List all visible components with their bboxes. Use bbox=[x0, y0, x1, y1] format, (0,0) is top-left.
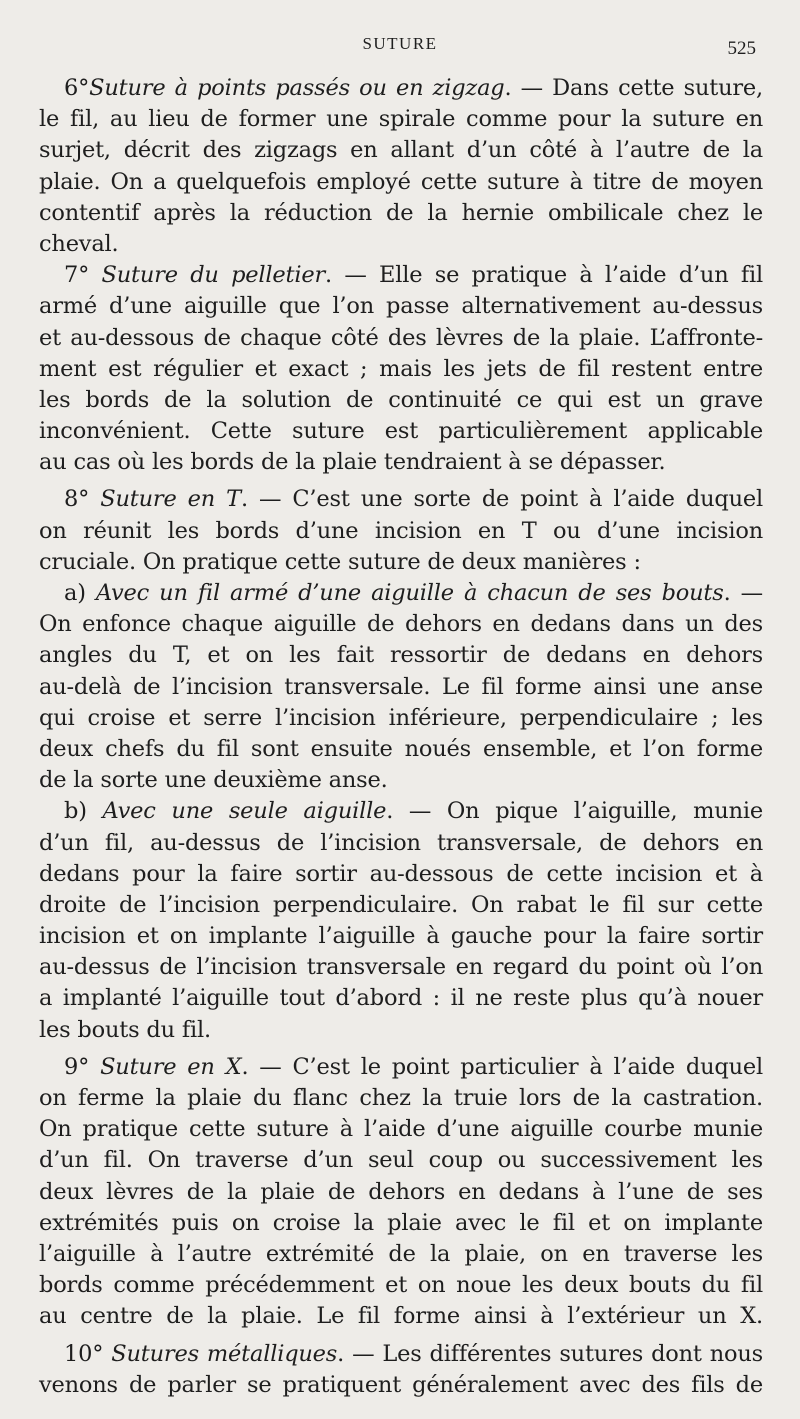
text-line bbox=[39, 609, 763, 640]
text-line bbox=[39, 447, 763, 478]
text-line bbox=[39, 1270, 763, 1301]
text-line bbox=[39, 828, 763, 859]
line-text: droite de l’incision perpendiculaire. On rabat le fil sur cette bbox=[39, 891, 763, 918]
line-text: qui croise et serre l’incision inférieure, perpendiculaire ; les bbox=[39, 704, 763, 731]
text-line bbox=[39, 1208, 763, 1239]
paragraph-first-line bbox=[39, 1052, 763, 1083]
text-line bbox=[39, 1015, 763, 1046]
line-text: . — Les différentes sutures dont nous bbox=[337, 1340, 764, 1367]
line-text: ment est régulier et exact ; mais les jets de fil restent entre bbox=[39, 355, 763, 382]
line-text: b) bbox=[64, 798, 103, 825]
text-line bbox=[39, 765, 763, 796]
line-text: . — bbox=[723, 580, 763, 606]
line-text: cruciale. On pratique cette suture de deux manières : bbox=[39, 548, 641, 575]
line-text: 6° bbox=[64, 75, 90, 101]
line-text: On pratique cette suture à l’aide d’une aiguille courbe munie bbox=[39, 1116, 763, 1143]
text-line bbox=[39, 890, 763, 921]
text-line bbox=[39, 516, 763, 547]
text-line bbox=[39, 167, 763, 198]
line-text: bords comme précédemment et on noue les deux bouts du fil bbox=[39, 1272, 763, 1299]
line-text: a implanté l’aiguille tout d’abord : il ne reste plus qu’à nouer bbox=[39, 985, 763, 1012]
line-text: angles du T, et on les fait ressortir de dedans en dehors bbox=[39, 642, 763, 669]
text-line bbox=[39, 672, 763, 703]
line-text: deux lèvres de la plaie de dehors en dedans à l’une de ses bbox=[39, 1178, 763, 1205]
text-line bbox=[39, 1177, 763, 1208]
text-line bbox=[39, 1301, 763, 1332]
line-text: les bords de la solution de continuité ce qui est un grave bbox=[39, 386, 763, 413]
page-number: 525 bbox=[727, 38, 756, 59]
line-text: on réunit les bords d’une incision en T ou d’une incision bbox=[39, 517, 763, 544]
italic-heading: Avec un fil armé d’une aiguille à chacun de ses bouts bbox=[95, 580, 724, 606]
line-text: contentif après la réduction de la hernie ombilicale chez le bbox=[39, 199, 763, 226]
text-line bbox=[39, 983, 763, 1014]
text-line bbox=[39, 135, 763, 166]
line-text: 8° bbox=[64, 486, 101, 513]
text-line bbox=[39, 385, 763, 416]
text-line bbox=[39, 859, 763, 890]
line-text: armé d’une aiguille que l’on passe alternativement au-dessus bbox=[39, 293, 763, 320]
text-line bbox=[39, 921, 763, 952]
running-title: SUTURE bbox=[362, 34, 438, 53]
text-line bbox=[39, 1083, 763, 1114]
line-text: l’aiguille à l’autre extrémité de la plaie, on en traverse les bbox=[39, 1240, 763, 1267]
line-text: extrémités puis on croise la plaie avec le fil et on implante bbox=[39, 1209, 763, 1236]
italic-heading: Suture à points passés ou en zigzag bbox=[89, 75, 505, 101]
text-line bbox=[39, 640, 763, 671]
line-text: cheval. bbox=[39, 230, 119, 257]
line-text: 10° bbox=[64, 1340, 112, 1367]
paragraph-first-line bbox=[39, 1339, 763, 1370]
line-text: incision et on implante l’aiguille à gauche pour la faire sortir bbox=[39, 923, 763, 950]
italic-heading: Sutures métalliques bbox=[111, 1340, 338, 1367]
line-text: surjet, décrit des zigzags en allant d’un côté à l’autre de la bbox=[39, 137, 763, 164]
paragraph-first-line bbox=[39, 796, 763, 827]
line-text: au cas où les bords de la plaie tendraient à se dépasser. bbox=[39, 449, 666, 476]
line-text: . — C’est une sorte de point à l’aide duquel bbox=[240, 486, 763, 513]
line-text: d’un fil, au-dessus de l’incision transversale, de dehors en bbox=[39, 829, 763, 856]
text-line bbox=[39, 952, 763, 983]
italic-heading: Suture du pelletier bbox=[101, 262, 326, 289]
paragraph-first-line bbox=[39, 484, 763, 515]
text-line bbox=[39, 198, 763, 229]
text-line bbox=[39, 323, 763, 354]
line-text: . — Dans cette suture, bbox=[504, 75, 763, 101]
text-line bbox=[39, 1114, 763, 1145]
line-text: le fil, au lieu de former une spirale comme pour la suture en bbox=[39, 106, 763, 133]
line-text: . — Elle se pratique à l’aide d’un fil bbox=[325, 262, 763, 289]
text-line bbox=[39, 703, 763, 734]
line-text: on ferme la plaie du flanc chez la truie lors de la castration. bbox=[39, 1085, 763, 1111]
line-text: . — On pique l’aiguille, munie bbox=[386, 798, 763, 825]
line-text: plaie. On a quelquefois employé cette suture à titre de moyen bbox=[39, 168, 763, 195]
text-line bbox=[39, 416, 763, 447]
text-line bbox=[39, 547, 763, 578]
line-text: au-dessus de l’incision transversale en regard du point où l’on bbox=[39, 954, 763, 981]
line-text: au centre de la plaie. Le fil forme ainsi à l’extérieur un X. bbox=[39, 1303, 763, 1330]
text-line bbox=[39, 734, 763, 765]
text-line bbox=[39, 291, 763, 322]
line-text: deux chefs du fil sont ensuite noués ensemble, et l’on forme bbox=[39, 735, 763, 762]
italic-heading: Avec une seule aiguille bbox=[102, 798, 387, 825]
page-header bbox=[0, 34, 800, 58]
line-text: . — C’est le point particulier à l’aide duquel bbox=[241, 1053, 763, 1080]
line-text: On enfonce chaque aiguille de dehors en dedans dans un des bbox=[39, 611, 763, 638]
text-line bbox=[39, 1239, 763, 1270]
line-text: inconvénient. Cette suture est particulièrement applicable bbox=[39, 418, 763, 445]
line-text: venons de parler se pratiquent généralement avec des fils de bbox=[39, 1371, 763, 1398]
italic-heading: Suture en T bbox=[100, 486, 241, 513]
paragraph-first-line bbox=[39, 260, 763, 291]
text-line bbox=[39, 229, 763, 260]
line-text: a) bbox=[64, 580, 96, 606]
line-text: dedans pour la faire sortir au-dessous de cette incision et à bbox=[39, 860, 763, 887]
line-text: 7° bbox=[64, 262, 102, 289]
line-text: d’un fil. On traverse d’un seul coup ou successivement les bbox=[39, 1147, 763, 1174]
italic-heading: Suture en X bbox=[100, 1053, 242, 1080]
paragraph-first-line bbox=[39, 73, 763, 104]
line-text: de la sorte une deuxième anse. bbox=[39, 767, 388, 794]
line-text: au-delà de l’incision transversale. Le fil forme ainsi une anse bbox=[39, 673, 763, 700]
line-text: 9° bbox=[64, 1053, 101, 1080]
page-body-text bbox=[39, 73, 763, 1401]
text-line bbox=[39, 104, 763, 135]
text-line bbox=[39, 354, 763, 385]
text-line bbox=[39, 1370, 763, 1401]
text-line bbox=[39, 1145, 763, 1176]
line-text: et au-dessous de chaque côté des lèvres de la plaie. L’affronte- bbox=[39, 324, 763, 351]
paragraph-first-line bbox=[39, 578, 763, 609]
line-text: les bouts du fil. bbox=[39, 1016, 211, 1043]
